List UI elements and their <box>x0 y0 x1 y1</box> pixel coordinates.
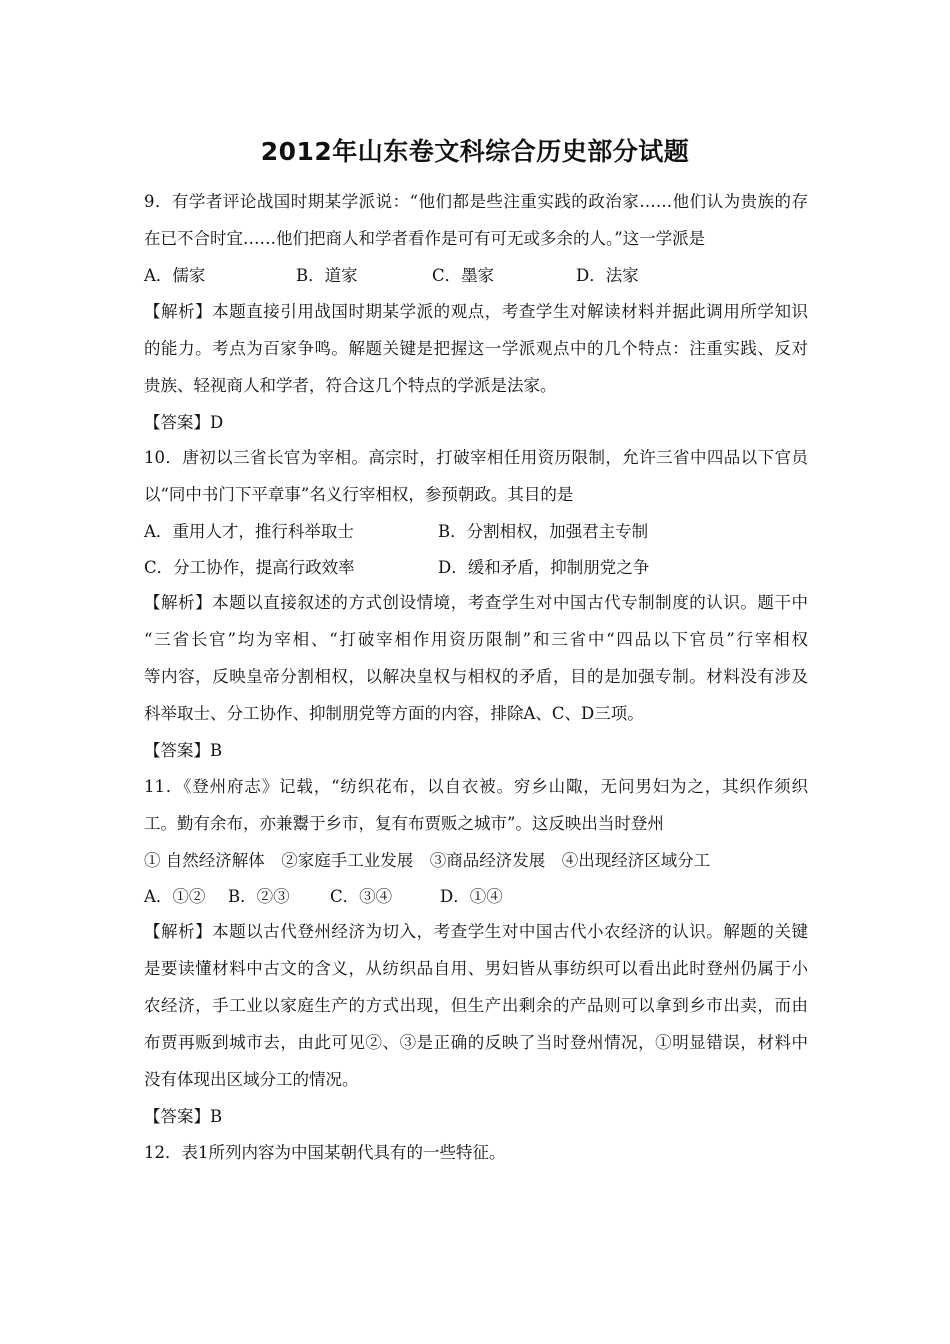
question-9 <box>144 188 808 444</box>
analysis-line: 等内容，反映皇帝分割相权，以解决皇权与相权的矛盾，目的是加强专制。材料没有涉及 <box>144 667 808 687</box>
option-d: D．①④ <box>440 886 503 906</box>
analysis-line: 没有体现出区域分工的情况。 <box>144 1070 359 1090</box>
question-10 <box>144 444 808 773</box>
analysis-line: 【解析】本题以古代登州经济为切入，考查学生对中国古代小农经济的认识。解题的关键 <box>144 922 808 942</box>
analysis-line: 农经济，手工业以家庭生产的方式出现，但生产出剩余的产品则可以拿到乡市出卖，而由 <box>144 996 808 1016</box>
option-d: D．缓和矛盾，抑制朋党之争 <box>438 557 650 577</box>
option-a: A．重用人才，推行科举取士 <box>144 522 354 542</box>
option-a: A．①② <box>144 886 206 906</box>
statement-items: ① 自然经济解体 ②家庭手工业发展 ③商品经济发展 ④出现经济区域分工 <box>144 850 711 870</box>
question-12 <box>144 1139 808 1175</box>
question-stem-line: 以“同中书门下平章事”名义行宰相权，参预朝政。其目的是 <box>144 485 574 505</box>
question-stem-line: 12．表1所列内容为中国某朝代具有的一些特征。 <box>144 1142 506 1162</box>
option-c: C．分工协作，提高行政效率 <box>144 557 355 577</box>
analysis-line: 布贾再贩到城市去，由此可见②、③是正确的反映了当时登州情况，①明显错误，材料中 <box>144 1033 808 1053</box>
answer-options <box>144 883 808 919</box>
option-a: A．儒家 <box>144 266 206 285</box>
analysis-line: 【解析】本题直接引用战国时期某学派的观点，考查学生对解读材料并据此调用所学知识 <box>144 301 808 321</box>
option-d: D．法家 <box>576 266 639 285</box>
answer-label: 【答案】B <box>144 741 223 761</box>
option-b: B．道家 <box>296 266 358 285</box>
question-stem-line: 工。勤有余布，亦兼鬻于乡市，复有布贾贩之城市”。这反映出当时登州 <box>144 813 664 833</box>
page-title: 2012年山东卷文科综合历史部分试题 <box>260 137 690 166</box>
question-stem-line: 9．有学者评论战国时期某学派说：“他们都是些注重实践的政治家……他们认为贵族的存 <box>144 192 808 211</box>
option-b: B．②③ <box>228 886 290 906</box>
analysis-line: 的能力。考点为百家争鸣。解题关键是把握这一学派观点中的几个特点：注重实践、反对 <box>144 338 808 358</box>
answer-options <box>144 262 808 298</box>
analysis-line: 贵族、轻视商人和学者，符合这几个特点的学派是法家。 <box>144 375 557 395</box>
analysis-line: 科举取士、分工协作、抑制朋党等方面的内容，排除A、C、D三项。 <box>144 704 644 724</box>
question-stem-line: 在已不合时宜……他们把商人和学者看作是可有可无或多余的人。”这一学派是 <box>144 229 706 248</box>
analysis-line: “三省长官”均为宰相、“打破宰相作用资历限制”和三省中“四品以下官员”行宰相权 <box>144 630 808 650</box>
question-stem-line: 10．唐初以三省长官为宰相。高宗时，打破宰相任用资历限制，允许三省中四品以下官员 <box>144 448 808 468</box>
analysis-line: 是要读懂材料中古文的含义，从纺织品自用、男妇皆从事纺织可以看出此时登州仍属于小 <box>144 959 808 979</box>
option-c: C．③④ <box>330 886 393 906</box>
answer-label: 【答案】B <box>144 1107 223 1127</box>
analysis-line: 【解析】本题以直接叙述的方式创设情境，考查学生对中国古代专制制度的认识。题干中 <box>144 593 808 613</box>
answer-options-row-1 <box>144 518 808 554</box>
answer-options-row-2 <box>144 554 808 590</box>
option-b: B．分割相权，加强君主专制 <box>438 522 649 542</box>
question-stem-line: 11．《登州府志》记载，“纺织花布，以自衣被。穷乡山陬，无问男妇为之，其织作须织 <box>144 776 808 796</box>
document-body <box>144 188 808 1174</box>
option-c: C．墨家 <box>432 266 495 285</box>
answer-label: 【答案】D <box>144 412 224 432</box>
question-11 <box>144 773 808 1139</box>
